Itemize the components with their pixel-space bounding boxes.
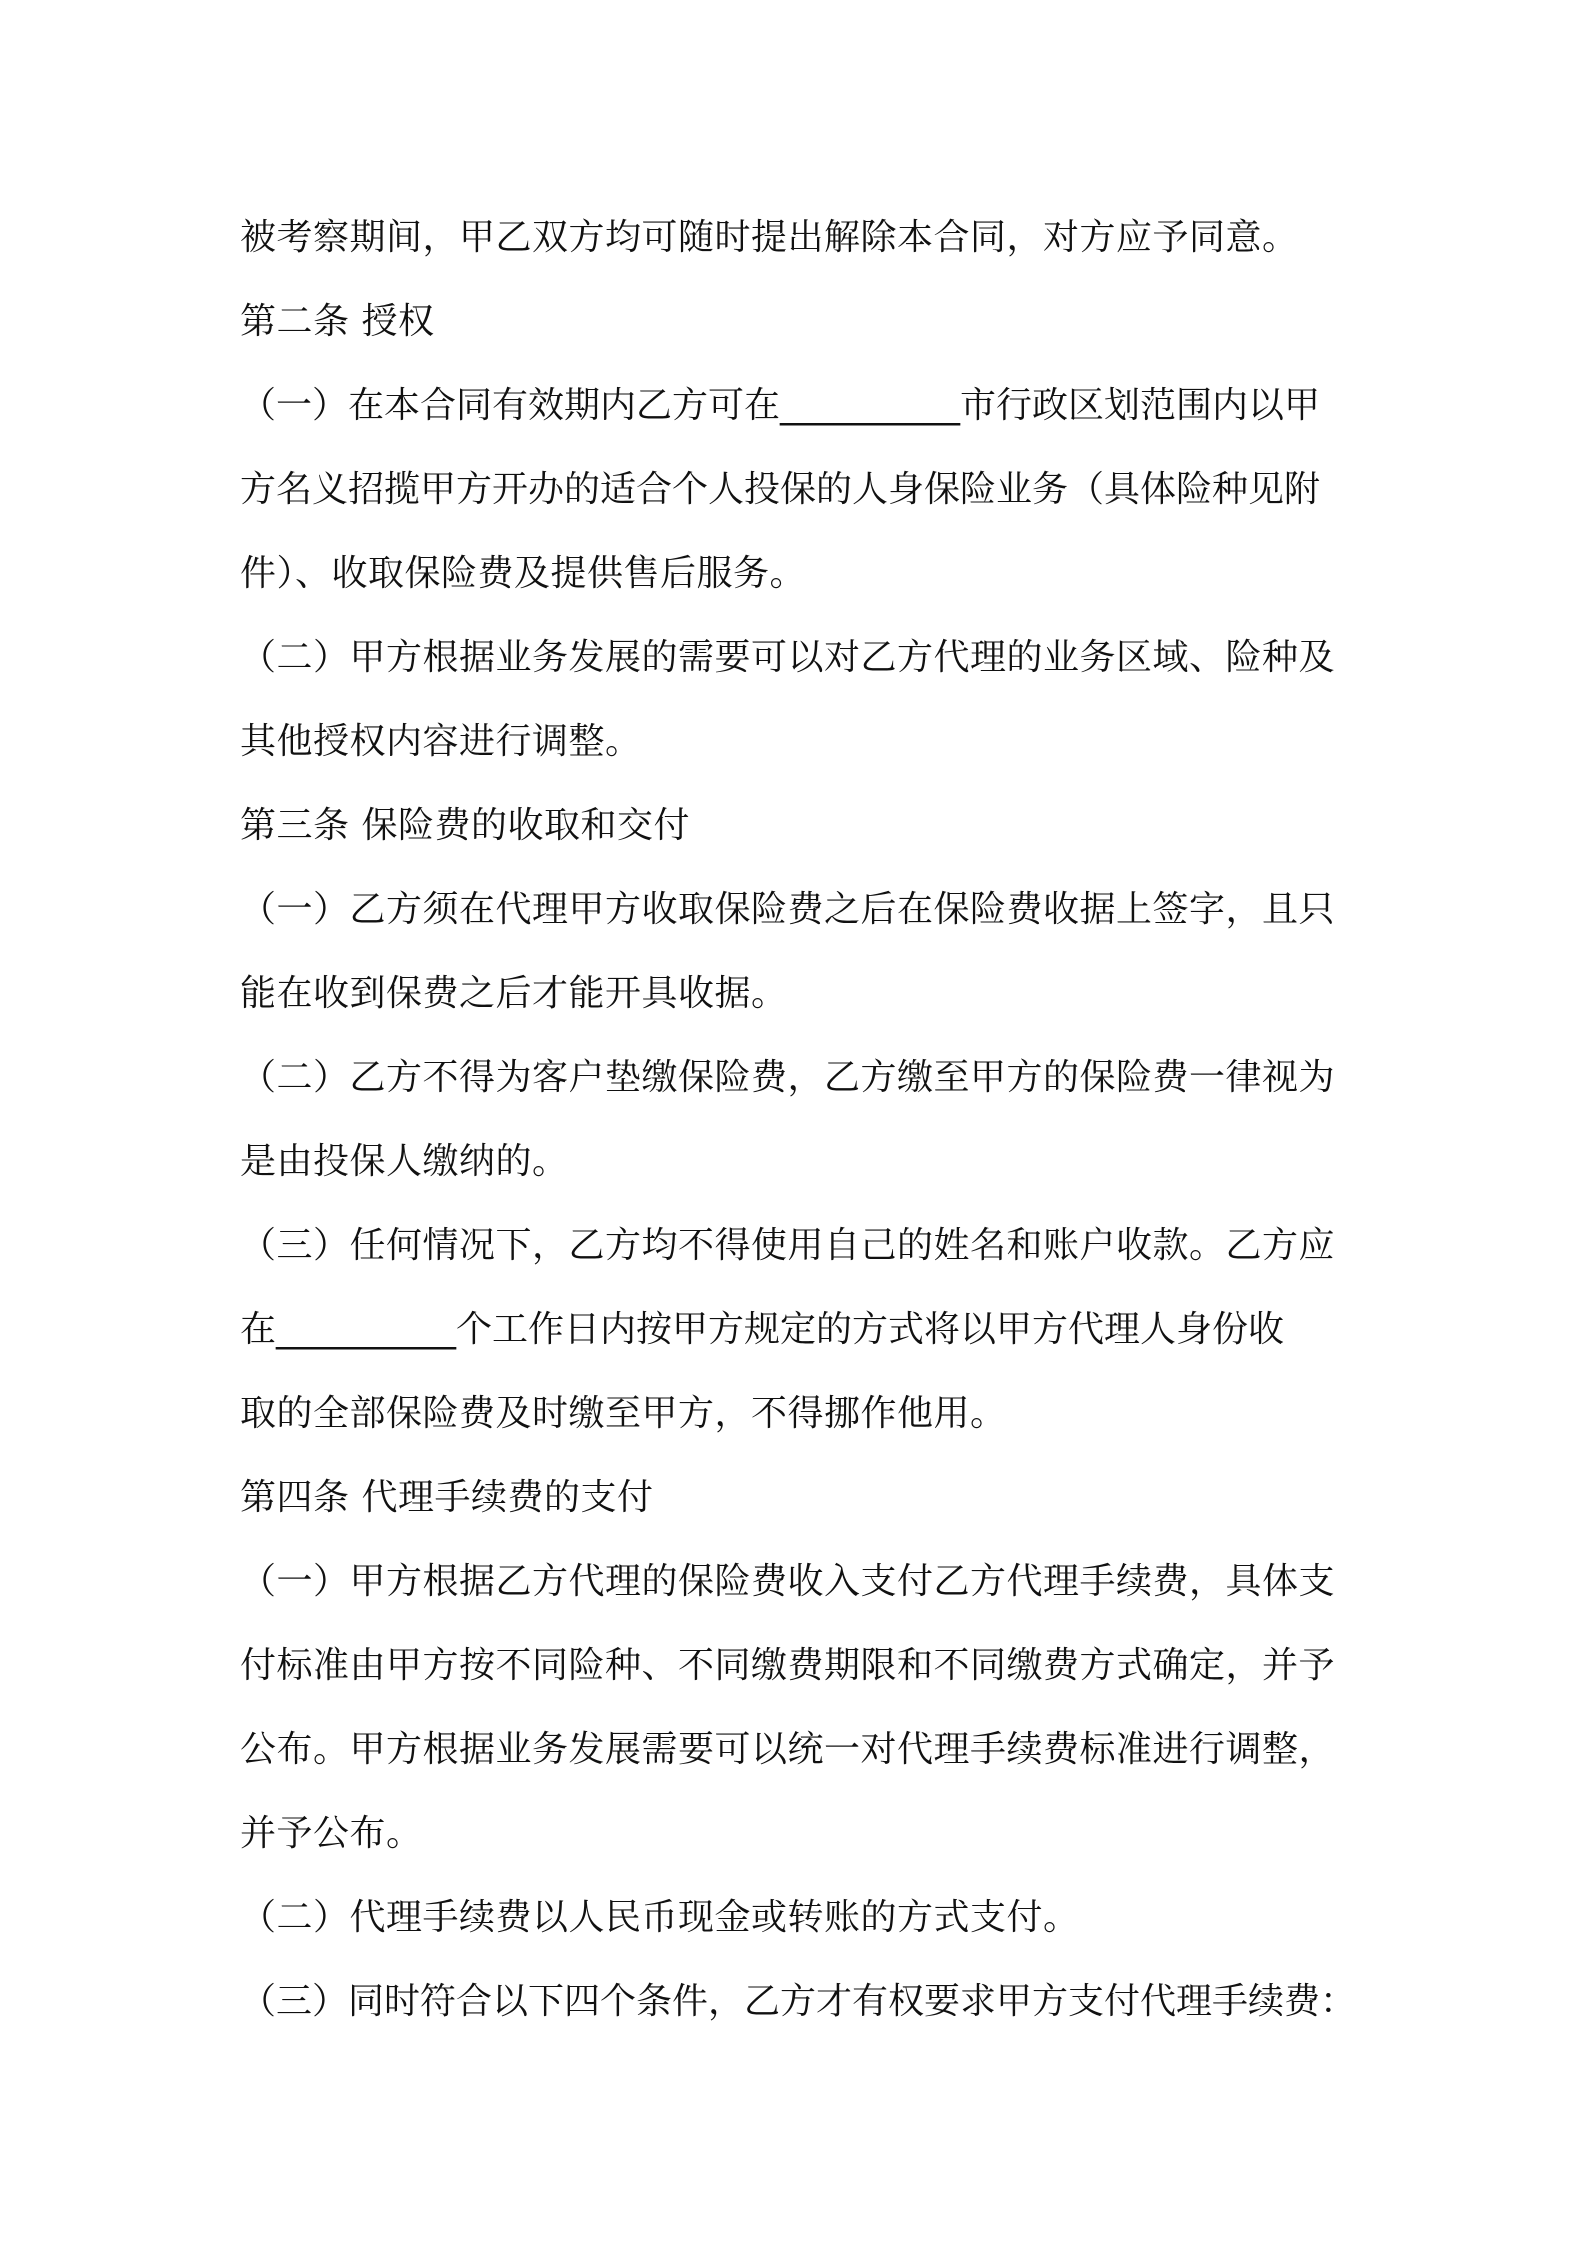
text-line: （一）在本合同有效期内乙方可在__________市行政区划范围内以甲 [240,385,1321,426]
text-line: （三）任何情况下，乙方均不得使用自己的姓名和账户收款。乙方应 [240,1225,1336,1266]
text-line: （一）乙方须在代理甲方收取保险费之后在保险费收据上签字，且只 [240,889,1336,930]
text-line: 件）、收取保险费及提供售后服务。 [240,553,807,594]
text-line: 被考察期间，甲乙双方均可随时提出解除本合同，对方应予同意。 [240,217,1299,258]
text-line: （二）乙方不得为客户垫缴保险费，乙方缴至甲方的保险费一律视为 [240,1057,1336,1098]
text-line: 在__________个工作日内按甲方规定的方式将以甲方代理人身份收 [240,1309,1285,1350]
document-body [240,196,1358,2044]
text-line: 是由投保人缴纳的。 [240,1141,569,1182]
text-line: 公布。甲方根据业务发展需要可以统一对代理手续费标准进行调整， [240,1729,1336,1770]
article-heading: 第三条 保险费的收取和交付 [240,805,690,846]
article-heading: 第四条 代理手续费的支付 [240,1477,654,1518]
text-line: 付标准由甲方按不同险种、不同缴费期限和不同缴费方式确定，并予 [240,1645,1336,1686]
article-heading: 第二条 授权 [240,301,435,342]
text-line: 方名义招揽甲方开办的适合个人投保的人身保险业务（具体险种见附 [240,469,1321,510]
text-line: （二）代理手续费以人民币现金或转账的方式支付。 [240,1897,1080,1938]
text-line: 能在收到保费之后才能开具收据。 [240,973,788,1014]
text-line: （二）甲方根据业务发展的需要可以对乙方代理的业务区域、险种及 [240,637,1336,678]
text-line: 其他授权内容进行调整。 [240,721,642,762]
text-line: 取的全部保险费及时缴至甲方，不得挪作他用。 [240,1393,1007,1434]
text-line: （一）甲方根据乙方代理的保险费收入支付乙方代理手续费，具体支 [240,1561,1336,1602]
text-line: （三）同时符合以下四个条件，乙方才有权要求甲方支付代理手续费： [240,1981,1357,2022]
text-line: 并予公布。 [240,1813,423,1854]
